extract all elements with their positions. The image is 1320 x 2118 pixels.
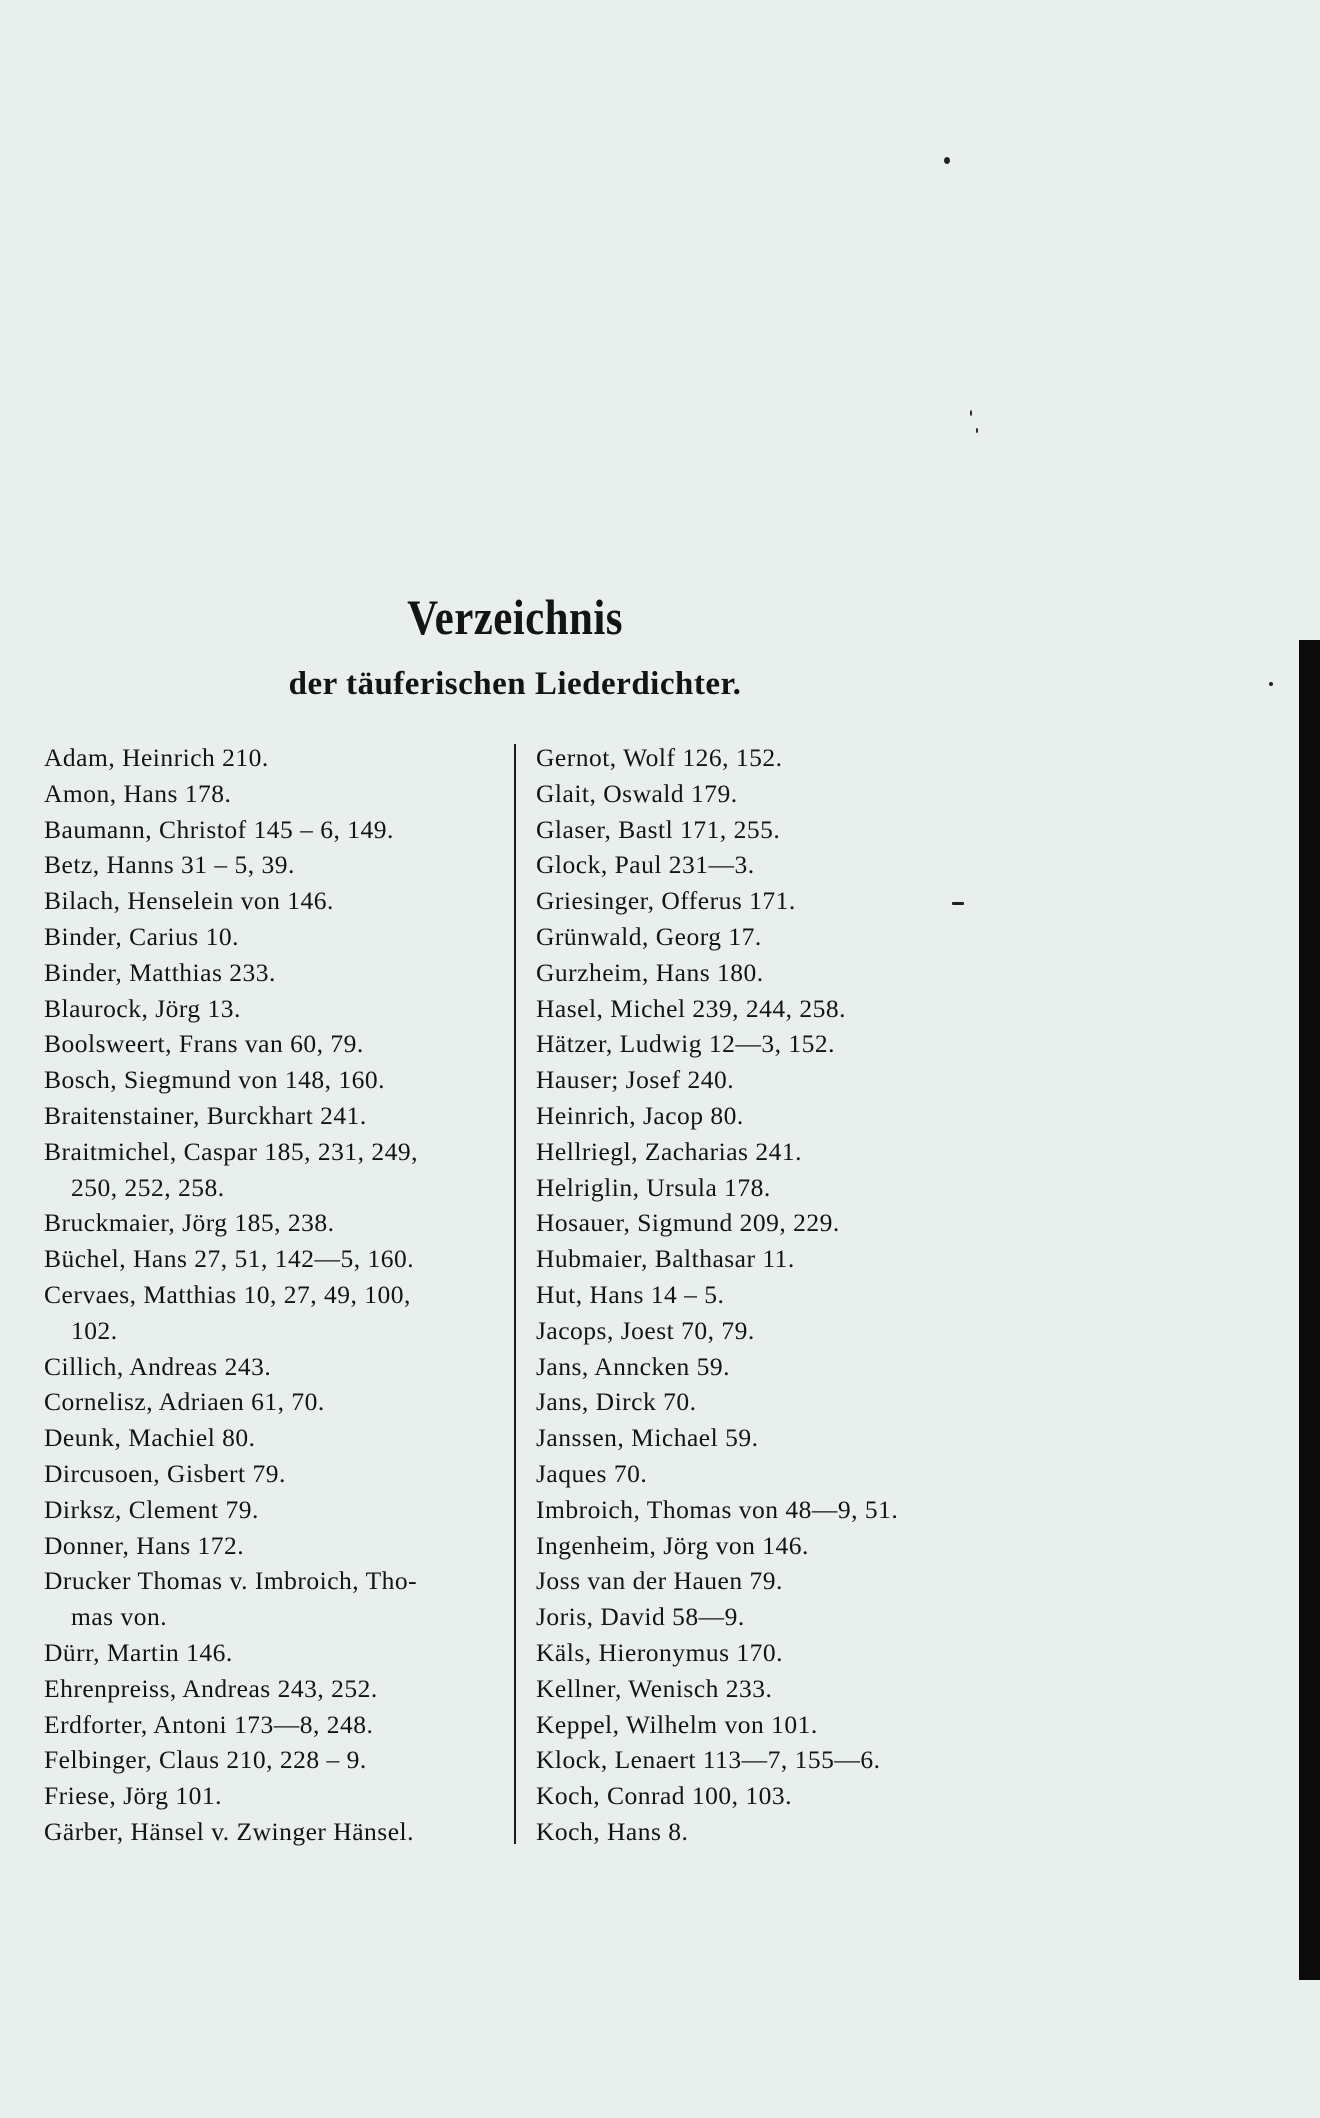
- scan-speck: [944, 157, 950, 164]
- index-entry: Ehrenpreiss, Andreas 243, 252.: [44, 1673, 378, 1703]
- index-entry: Dürr, Martin 146.: [44, 1637, 233, 1667]
- scan-speck: [952, 902, 964, 905]
- index-entry: Imbroich, Thomas von 48—9, 51.: [536, 1494, 899, 1524]
- index-entry: Dircusoen, Gisbert 79.: [44, 1458, 286, 1488]
- scan-speck: [976, 428, 978, 433]
- index-entry: Hosauer, Sigmund 209, 229.: [536, 1208, 840, 1238]
- index-entry: Jans, Dirck 70.: [536, 1387, 697, 1417]
- index-entry: Glait, Oswald 179.: [536, 778, 738, 808]
- index-entry: Ingenheim, Jörg von 146.: [536, 1530, 809, 1560]
- index-entry: Käls, Hieronymus 170.: [536, 1637, 784, 1667]
- index-entry: Hätzer, Ludwig 12—3, 152.: [536, 1029, 836, 1059]
- index-entry: Jaques 70.: [536, 1458, 648, 1488]
- index-entry: Glaser, Bastl 171, 255.: [536, 814, 781, 844]
- index-column-left: [44, 740, 509, 1850]
- index-entry: Amon, Hans 178.: [44, 778, 232, 808]
- scan-speck: [970, 410, 972, 416]
- index-entry: Cervaes, Matthias 10, 27, 49, 100,: [44, 1279, 411, 1309]
- index-entry: Binder, Carius 10.: [44, 921, 239, 951]
- index-entry: Jacops, Joest 70, 79.: [536, 1315, 755, 1345]
- scan-speck: [1269, 682, 1273, 686]
- index-entry: Hellriegl, Zacharias 241.: [536, 1136, 802, 1166]
- index-entry: Drucker Thomas v. Imbroich, Tho-: [44, 1566, 418, 1596]
- index-entry: Blaurock, Jörg 13.: [44, 993, 241, 1023]
- index-entry: Hut, Hans 14 – 5.: [536, 1279, 725, 1309]
- index-entry: Hasel, Michel 239, 244, 258.: [536, 993, 847, 1023]
- index-entry: Jans, Anncken 59.: [536, 1351, 731, 1381]
- index-entry: Heinrich, Jacop 80.: [536, 1100, 744, 1130]
- index-entry: Boolsweert, Frans van 60, 79.: [44, 1029, 364, 1059]
- index-entry: Koch, Hans 8.: [536, 1816, 689, 1846]
- index-entry: Grünwald, Georg 17.: [536, 921, 762, 951]
- index-entry: Klock, Lenaert 113—7, 155—6.: [536, 1745, 881, 1775]
- index-entry-continuation: 250, 252, 258.: [71, 1172, 225, 1202]
- index-entry: Cillich, Andreas 243.: [44, 1351, 272, 1381]
- index-entry: Joris, David 58—9.: [536, 1602, 745, 1632]
- index-entry: Koch, Conrad 100, 103.: [536, 1781, 793, 1811]
- index-entry: Glock, Paul 231—3.: [536, 850, 755, 880]
- index-entry: Cornelisz, Adriaen 61, 70.: [44, 1387, 325, 1417]
- index-entry: Baumann, Christof 145 – 6, 149.: [44, 814, 394, 844]
- index-entry: Donner, Hans 172.: [44, 1530, 245, 1560]
- index-entry: Kellner, Wenisch 233.: [536, 1673, 773, 1703]
- index-entry: Keppel, Wilhelm von 101.: [536, 1709, 818, 1739]
- column-divider: [514, 744, 516, 1844]
- index-entry: Binder, Matthias 233.: [44, 957, 276, 987]
- index-entry: Deunk, Machiel 80.: [44, 1423, 256, 1453]
- index-entry: Bruckmaier, Jörg 185, 238.: [44, 1208, 335, 1238]
- index-entry: Felbinger, Claus 210, 228 – 9.: [44, 1745, 367, 1775]
- index-entry: Adam, Heinrich 210.: [44, 743, 269, 772]
- index-entry: Griesinger, Offerus 171.: [536, 886, 796, 916]
- index-column-right: [536, 740, 976, 1850]
- index-entry: Dirksz, Clement 79.: [44, 1494, 259, 1524]
- index-entry: Helriglin, Ursula 178.: [536, 1172, 771, 1202]
- index-entry: Hubmaier, Balthasar 11.: [536, 1244, 795, 1274]
- index-entry: Bosch, Siegmund von 148, 160.: [44, 1065, 386, 1095]
- index-entry: Betz, Hanns 31 – 5, 39.: [44, 850, 295, 880]
- index-entry: Joss van der Hauen 79.: [536, 1566, 783, 1596]
- page-title: Verzeichnis: [407, 589, 623, 645]
- index-entry: Büchel, Hans 27, 51, 142—5, 160.: [44, 1244, 415, 1274]
- index-entry: Bilach, Henselein von 146.: [44, 886, 334, 916]
- index-entry: Braitmichel, Caspar 185, 231, 249,: [44, 1136, 418, 1166]
- index-entry-continuation: mas von.: [71, 1602, 168, 1632]
- index-entry: Erdforter, Antoni 173—8, 248.: [44, 1709, 374, 1739]
- page-subtitle: der täuferischen Liederdichter.: [288, 666, 742, 702]
- index-entry: Janssen, Michael 59.: [536, 1423, 759, 1453]
- index-entry: Gernot, Wolf 126, 152.: [536, 743, 783, 772]
- index-entry: Gärber, Hänsel v. Zwinger Hänsel.: [44, 1816, 414, 1846]
- index-entry: Gurzheim, Hans 180.: [536, 957, 764, 987]
- scan-edge-strip: [1299, 640, 1320, 1980]
- index-entry: Braitenstainer, Burckhart 241.: [44, 1100, 367, 1130]
- index-entry: Friese, Jörg 101.: [44, 1781, 223, 1811]
- index-entry: Hauser; Josef 240.: [536, 1065, 735, 1095]
- index-entry-continuation: 102.: [71, 1315, 118, 1345]
